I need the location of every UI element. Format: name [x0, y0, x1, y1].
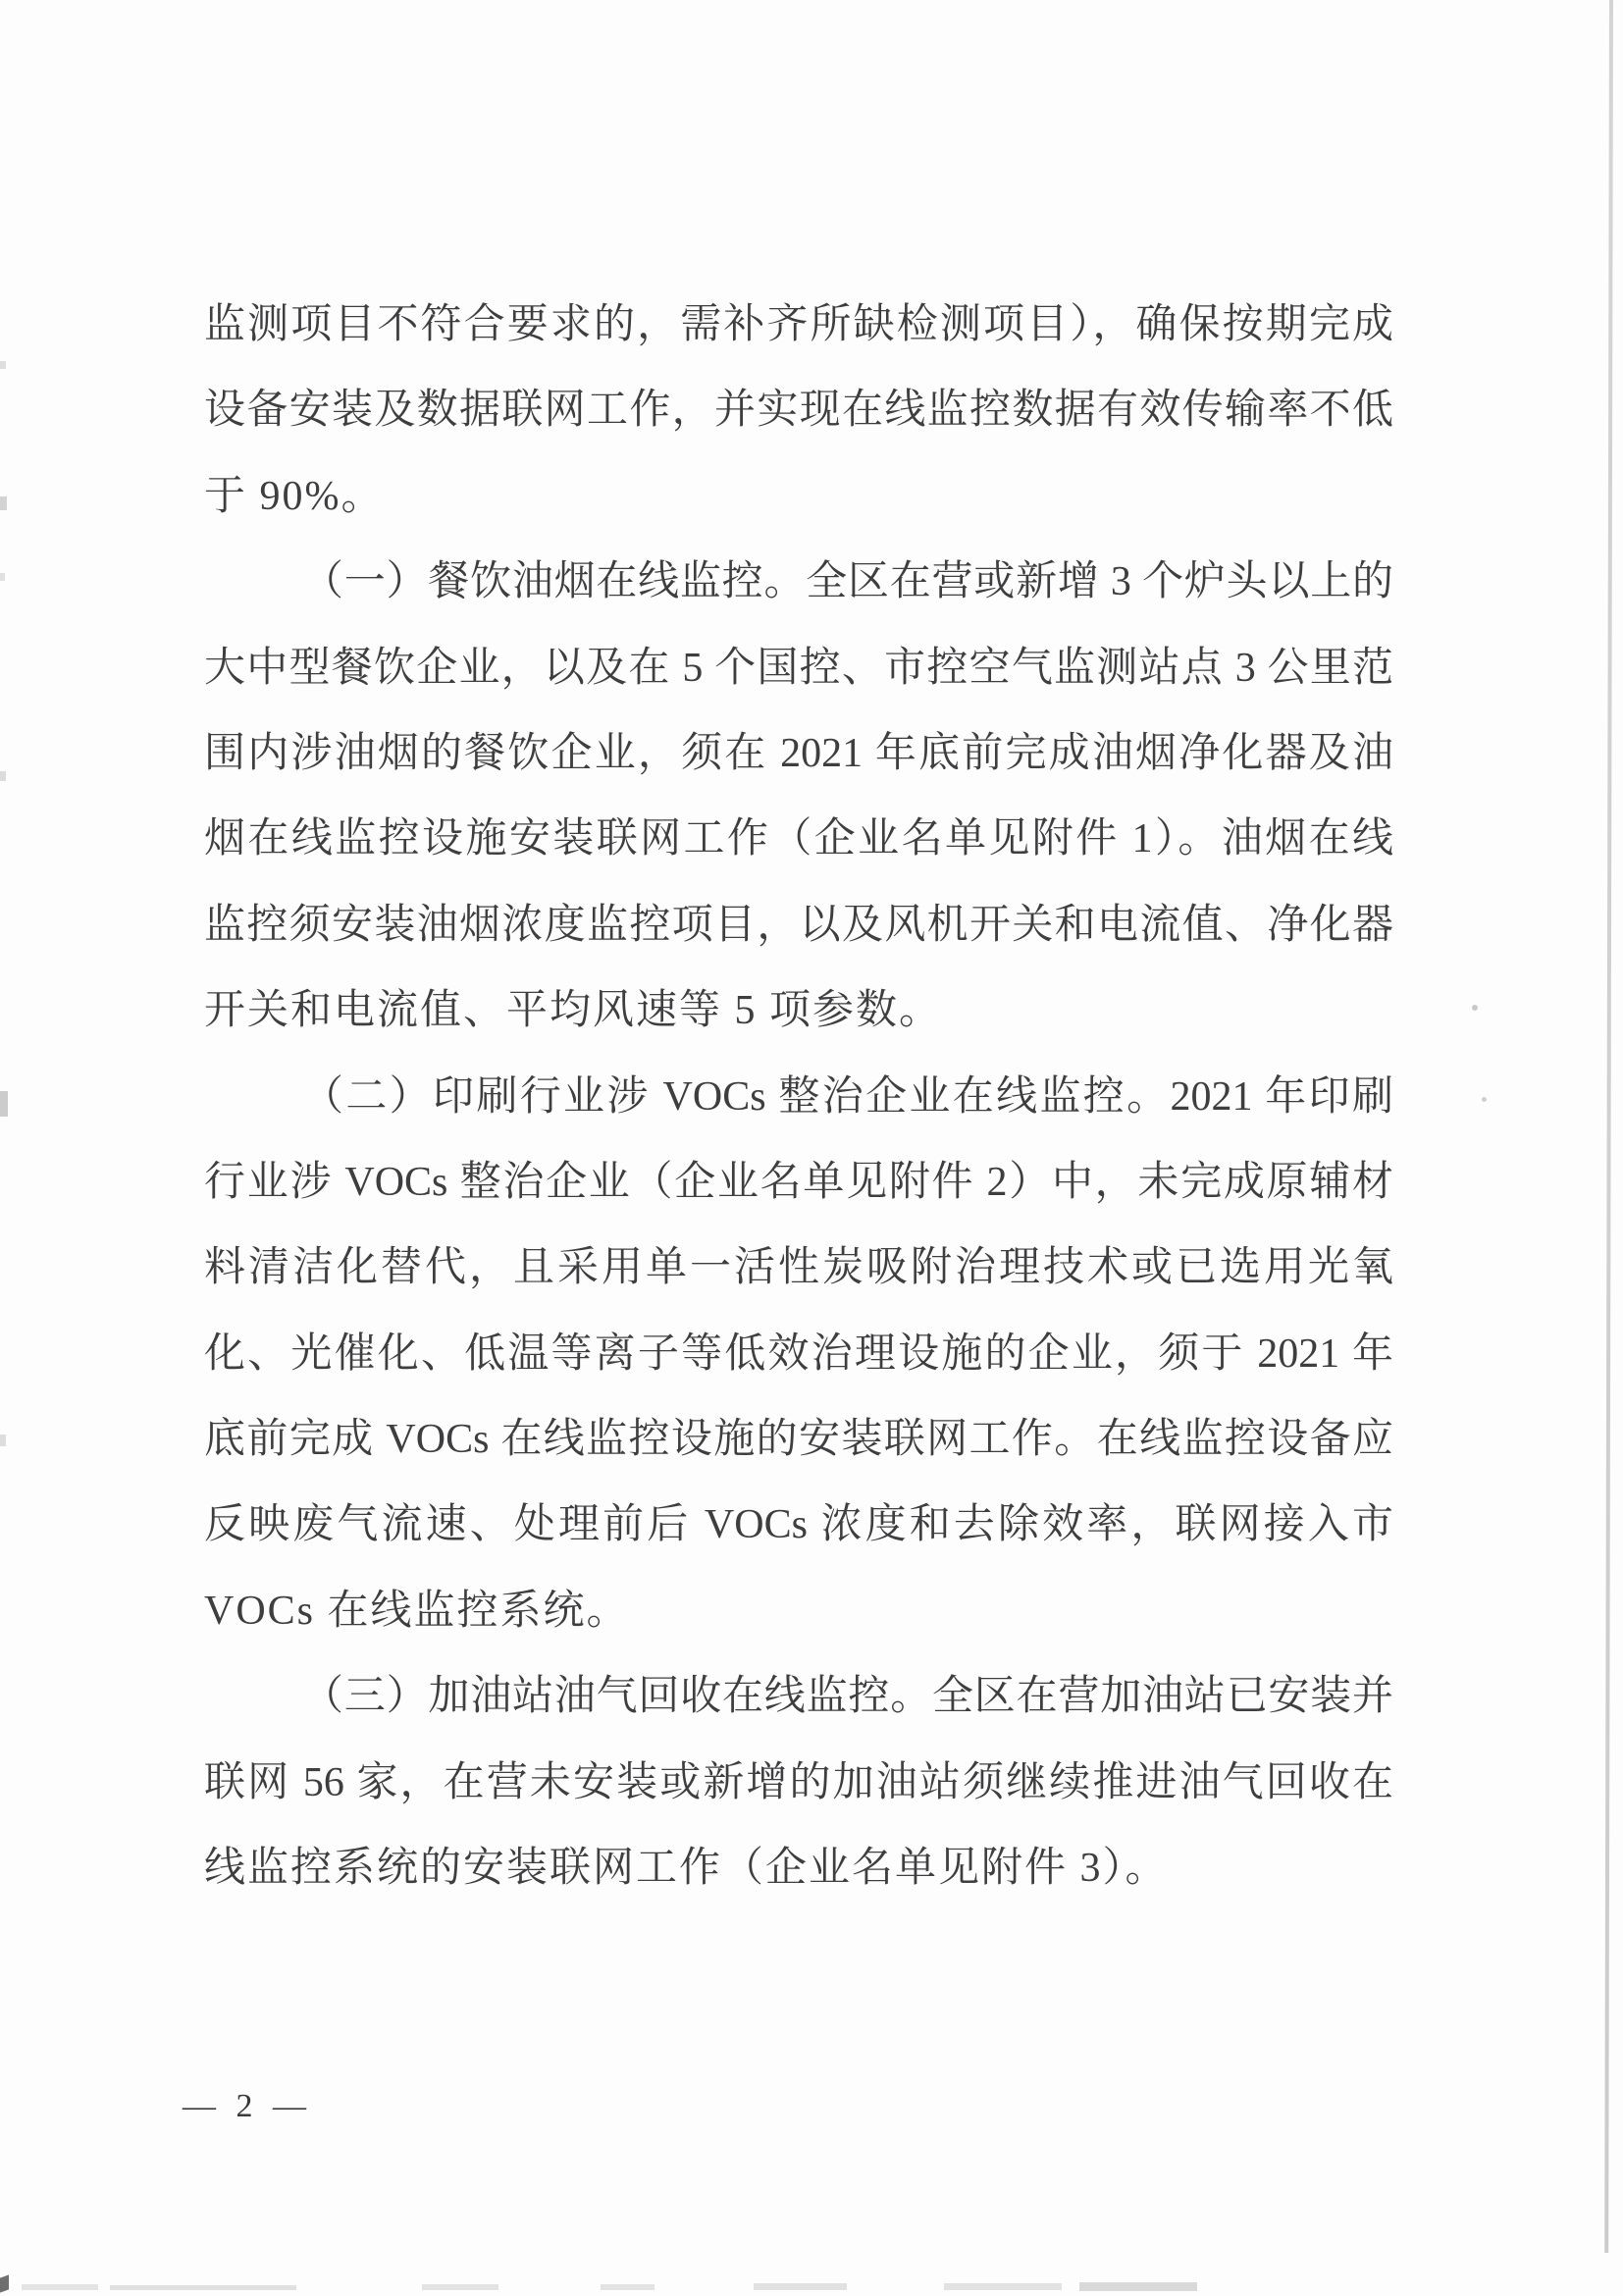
scan-artifact — [110, 2285, 296, 2290]
document-body-text — [204, 283, 1393, 1911]
text-line: 大中型餐饮企业，以及在 5 个国控、市控空气监测站点 3 公里范 — [204, 645, 1393, 691]
scan-artifact — [0, 496, 7, 510]
scan-artifact — [0, 361, 6, 369]
scan-artifact — [1482, 1097, 1487, 1102]
text-line: 底前完成 VOCs 在线监控设施的安装联网工作。在线监控设备应 — [204, 1417, 1393, 1463]
scan-artifact — [1079, 2282, 1197, 2291]
text-line: 监控须安装油烟浓度监控项目，以及风机开关和电流值、净化器 — [204, 902, 1393, 948]
scan-artifact — [1472, 1005, 1478, 1011]
scan-artifact — [754, 2283, 847, 2290]
text-line-paragraph-start: （三）加油站油气回收在线监控。全区在营加油站已安装并 — [302, 1674, 1393, 1720]
text-line: 设备安装及数据联网工作，并实现在线监控数据有效传输率不低 — [204, 388, 1393, 434]
text-line-paragraph-start: （二）印刷行业涉 VOCs 整治企业在线监控。2021 年印刷 — [302, 1073, 1393, 1120]
text-line: 料清洁化替代，且采用单一活性炭吸附治理技术或已选用光氧 — [204, 1245, 1393, 1291]
text-line: 烟在线监控设施安装联网工作（企业名单见附件 1）。油烟在线 — [204, 816, 1393, 862]
text-line: VOCs 在线监控系统。 — [204, 1588, 630, 1634]
text-line: 化、光催化、低温等离子等低效治理设施的企业，须于 2021 年 — [204, 1331, 1393, 1377]
scan-artifact — [22, 2284, 98, 2290]
text-line: 于 90%。 — [204, 473, 385, 519]
scan-artifact — [944, 2283, 1062, 2290]
scan-artifact — [422, 2284, 498, 2290]
scan-artifact — [0, 1091, 8, 1117]
text-line: 围内涉油烟的餐饮企业，须在 2021 年底前完成油烟净化器及油 — [204, 730, 1393, 776]
text-line: 线监控系统的安装联网工作（企业名单见附件 3）。 — [204, 1846, 1169, 1892]
text-line: 反映废气流速、处理前后 VOCs 浓度和去除效率，联网接入市 — [204, 1502, 1393, 1548]
scan-artifact — [0, 573, 5, 581]
scan-artifact — [0, 2274, 9, 2292]
text-line: 联网 56 家，在营未安装或新增的加油站须继续推进油气回收在 — [204, 1759, 1393, 1805]
text-line: 行业涉 VOCs 整治企业（企业名单见附件 2）中，未完成原辅材 — [204, 1159, 1393, 1205]
page-number: — 2 — — [183, 2088, 312, 2124]
text-line: 开关和电流值、平均风速等 5 项参数。 — [204, 988, 943, 1034]
text-line-paragraph-start: （一）餐饮油烟在线监控。全区在营或新增 3 个炉头以上的 — [302, 559, 1393, 605]
scan-artifact — [601, 2284, 654, 2290]
scan-page-edge-line — [1604, 0, 1613, 2253]
text-line: 监测项目不符合要求的，需补齐所缺检测项目），确保按期完成 — [204, 302, 1393, 347]
scan-artifact — [0, 771, 6, 781]
scan-artifact — [0, 1435, 6, 1446]
